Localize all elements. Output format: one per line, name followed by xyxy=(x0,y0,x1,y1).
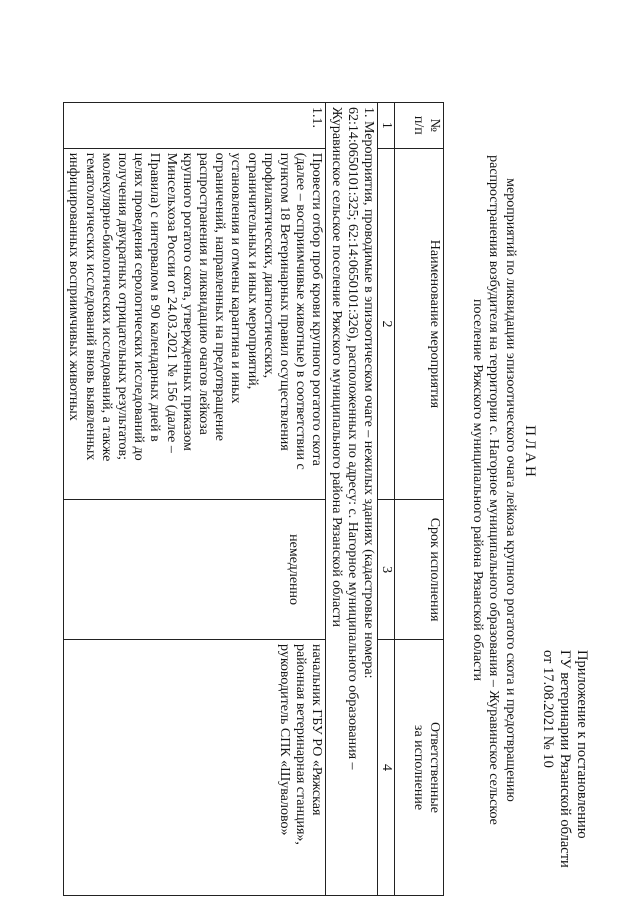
subtitle-line: мероприятий по ликвидации эпизоотического очага лейкоза крупного рогатого скота и предотвращению xyxy=(503,178,518,802)
plan-subtitle xyxy=(469,130,519,850)
appendix-line: ГУ ветеринарии Рязанской области xyxy=(557,650,573,868)
column-number: 4 xyxy=(378,640,395,896)
appendix-block xyxy=(539,650,590,868)
table-header-row xyxy=(395,103,444,896)
column-number: 3 xyxy=(378,500,395,640)
item-number: 1.1. xyxy=(64,103,326,149)
item-responsible: начальник ГБУ РО «Ряжская районная ветеринарная станция», руководитель СПК «Шувалово» xyxy=(64,640,326,896)
appendix-line: Приложение к постановлению xyxy=(574,650,590,839)
section-line: 1. Мероприятия, проводимые в эпизоотическом очаге – нежилых зданиях (кадастровые номера: xyxy=(361,107,376,679)
subtitle-line: распространения возбудителя на территории с. Нагорное муниципального образования – Журавинское сельское xyxy=(486,155,502,825)
section-line: Журавинское сельское поселение Ряжского муниципального района Рязанской области xyxy=(328,107,344,628)
appendix-line: от 17.08.2021 № 10 xyxy=(540,650,556,768)
subtitle-line: поселение Ряжского муниципального района Рязанской области xyxy=(470,299,485,681)
header-activity: Наименование мероприятия xyxy=(395,148,444,500)
column-number: 1 xyxy=(378,103,395,149)
header-number: № п/п xyxy=(395,103,444,149)
column-number: 2 xyxy=(378,148,395,500)
column-number-row xyxy=(378,103,395,896)
plan-table xyxy=(63,102,444,896)
section-row xyxy=(326,103,378,896)
section-line: 62:14:0650101:325; 62:14:0650101:326), расположенных по адресу: с. Нагорное муниципального образования – xyxy=(344,107,360,770)
item-deadline: немедленно xyxy=(64,500,326,640)
section-heading xyxy=(326,103,378,896)
page-title: ПЛАН xyxy=(522,425,538,480)
item-activity: Провести отбор проб крови крупного рогатого скота (далее – восприимчивые животные) в соответствии с пунктом 18 Ветеринарных правил осуществления профилактических, диагностических, ограничительных и иных мероприятий, установления и отмены карантина и иных ограничений, направленных на предотвращение распространения и ликвидацию очагов лейкоза крупного рогатого скота, утвержденных приказом Минсельхоза России от 24.03.2021 № 156 (далее – Правила) с интервалом в 90 календарных дней в целях проведения серологических исследований до получения двукратных отрицательных результатов; молекулярно-биологических исследований, а также гематологических исследований вновь выявленных инфицированных восприимчивых животных xyxy=(64,148,326,500)
header-responsible: Ответственные за исполнение xyxy=(395,640,444,896)
table-row xyxy=(64,103,326,896)
header-deadline: Срок исполнения xyxy=(395,500,444,640)
